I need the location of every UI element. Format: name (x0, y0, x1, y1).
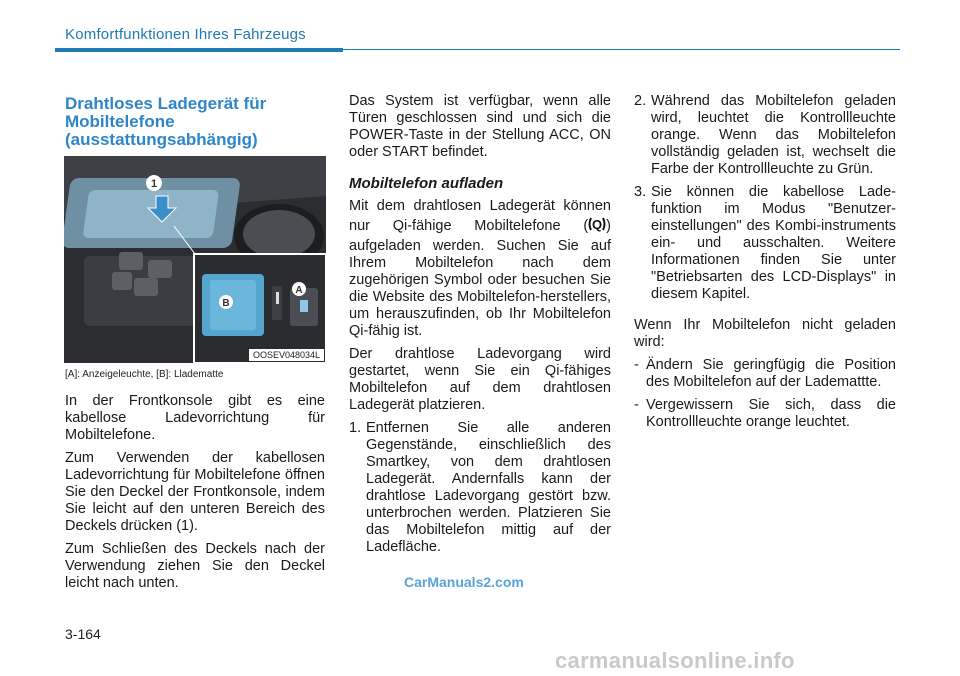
header-rule-thick (55, 48, 343, 52)
column-3 (634, 93, 896, 437)
figure-caption: [A]: Anzeigeleuchte, [B]: Lladematte (65, 369, 224, 380)
qi-charging-icon (588, 215, 606, 238)
bullet-text: Ändern Sie geringfügig die Position des Mobiltelefon auf der Lademattte. (646, 357, 896, 390)
list-item (634, 93, 896, 178)
paragraph-qi (349, 198, 611, 340)
column-1 (65, 393, 325, 598)
page-number: 3-164 (65, 626, 101, 642)
list-number: 1. (349, 420, 362, 436)
list-item (349, 420, 611, 556)
paragraph: Das System ist verfügbar, wenn alle Türen geschlossen sind und sich die POWER-Taste in der Stellung ACC, ON oder START befindet. (349, 93, 611, 160)
header-rule-thin (343, 49, 900, 50)
bullet-item (634, 397, 896, 431)
watermark-link[interactable]: CarManuals2.com (404, 574, 524, 590)
callout-b-label: B (222, 298, 230, 309)
paragraph: Wenn Ihr Mobiltelefon nicht geladen wird: (634, 317, 896, 350)
subheading: Mobiltelefon aufladen (349, 175, 504, 192)
callout-a-label: A (295, 285, 303, 296)
header-title: Komfortfunktionen Ihres Fahrzeugs (65, 26, 306, 43)
console-charger-photo (64, 156, 326, 363)
column-2 (349, 93, 611, 562)
paragraph: In der Frontkonsole gibt es eine kabellose Ladevorrichtung für Mobiltelefone. (65, 393, 325, 443)
bullet-mark: - (634, 357, 639, 373)
paragraph: Der drahtlose Ladevorgang wird gestartet, wenn Sie ein Qi-fähiges Mobiltelefon auf dem drahtlosen Ladegerät platzieren. (349, 346, 611, 413)
paragraph-part: Mit dem drahtlosen Ladegerät können nur Qi-fähige Mobiltelefone ( (349, 198, 611, 234)
list-number: 3. (634, 184, 647, 200)
callout-1-label: 1 (150, 178, 158, 190)
bullet-item (634, 357, 896, 391)
list-text: Entfernen Sie alle anderen Gegenstände, einschließlich des Smartkey, von dem drahtlosen Ladegerät. Andernfalls kann der drahtlose Ladevorgang gestört bzw. unterbrochen werden. Platzieren Sie das Mobiltelefon mittig auf der Ladefläche. (366, 420, 611, 555)
paragraph: Zum Verwenden der kabellosen Ladevorrichtung für Mobiltelefone öffnen Sie den Deckel der Frontkonsole, indem Sie leicht auf den unteren Bereich des Deckels drücken (1). (65, 450, 325, 534)
list-number: 2. (634, 93, 647, 109)
paragraph-part: ) aufgeladen werden. Suchen Sie auf Ihrem Mobiltelefon nach dem zugehörigen Symbol oder besuchen Sie die Website des Mobiltelefon-herstellers, um herauszufinden, ob Ihr Mobiltelefon Qi-fähig ist. (349, 218, 611, 339)
paragraph: Zum Schließen des Deckels nach der Verwendung ziehen Sie den Deckel leicht nach unten. (65, 541, 325, 591)
console-illustration (64, 156, 326, 363)
bullet-mark: - (634, 397, 639, 413)
list-text: Während das Mobiltelefon geladen wird, leuchtet die Kontrollleuchte orange. Wenn das Mobiltelefon vollständig geladen ist, wechselt die Farbe der Kontrollleuchte zu Grün. (651, 93, 896, 177)
figure-code: OOSEV048034L (249, 349, 324, 361)
indicator-light (300, 300, 308, 312)
bullet-text: Vergewissern Sie sich, dass die Kontrollleuchte orange leuchtet. (646, 397, 896, 430)
svg-text:Q: Q (592, 217, 603, 232)
section-title: Drahtloses Ladegerät für Mobiltelefone (ausstattungsabhängig) (65, 94, 267, 149)
list-text: Sie können die kabellose Lade-funktion im Modus "Benutzer-einstellungen" des Kombi-instruments ein- und ausschalten. Weitere Informationen finden Sie unter "Betriebsarten des LCD-Displays" in diesem Kapitel. (651, 184, 896, 302)
list-item (634, 184, 896, 303)
watermark-site: carmanualsonline.info (555, 648, 795, 673)
